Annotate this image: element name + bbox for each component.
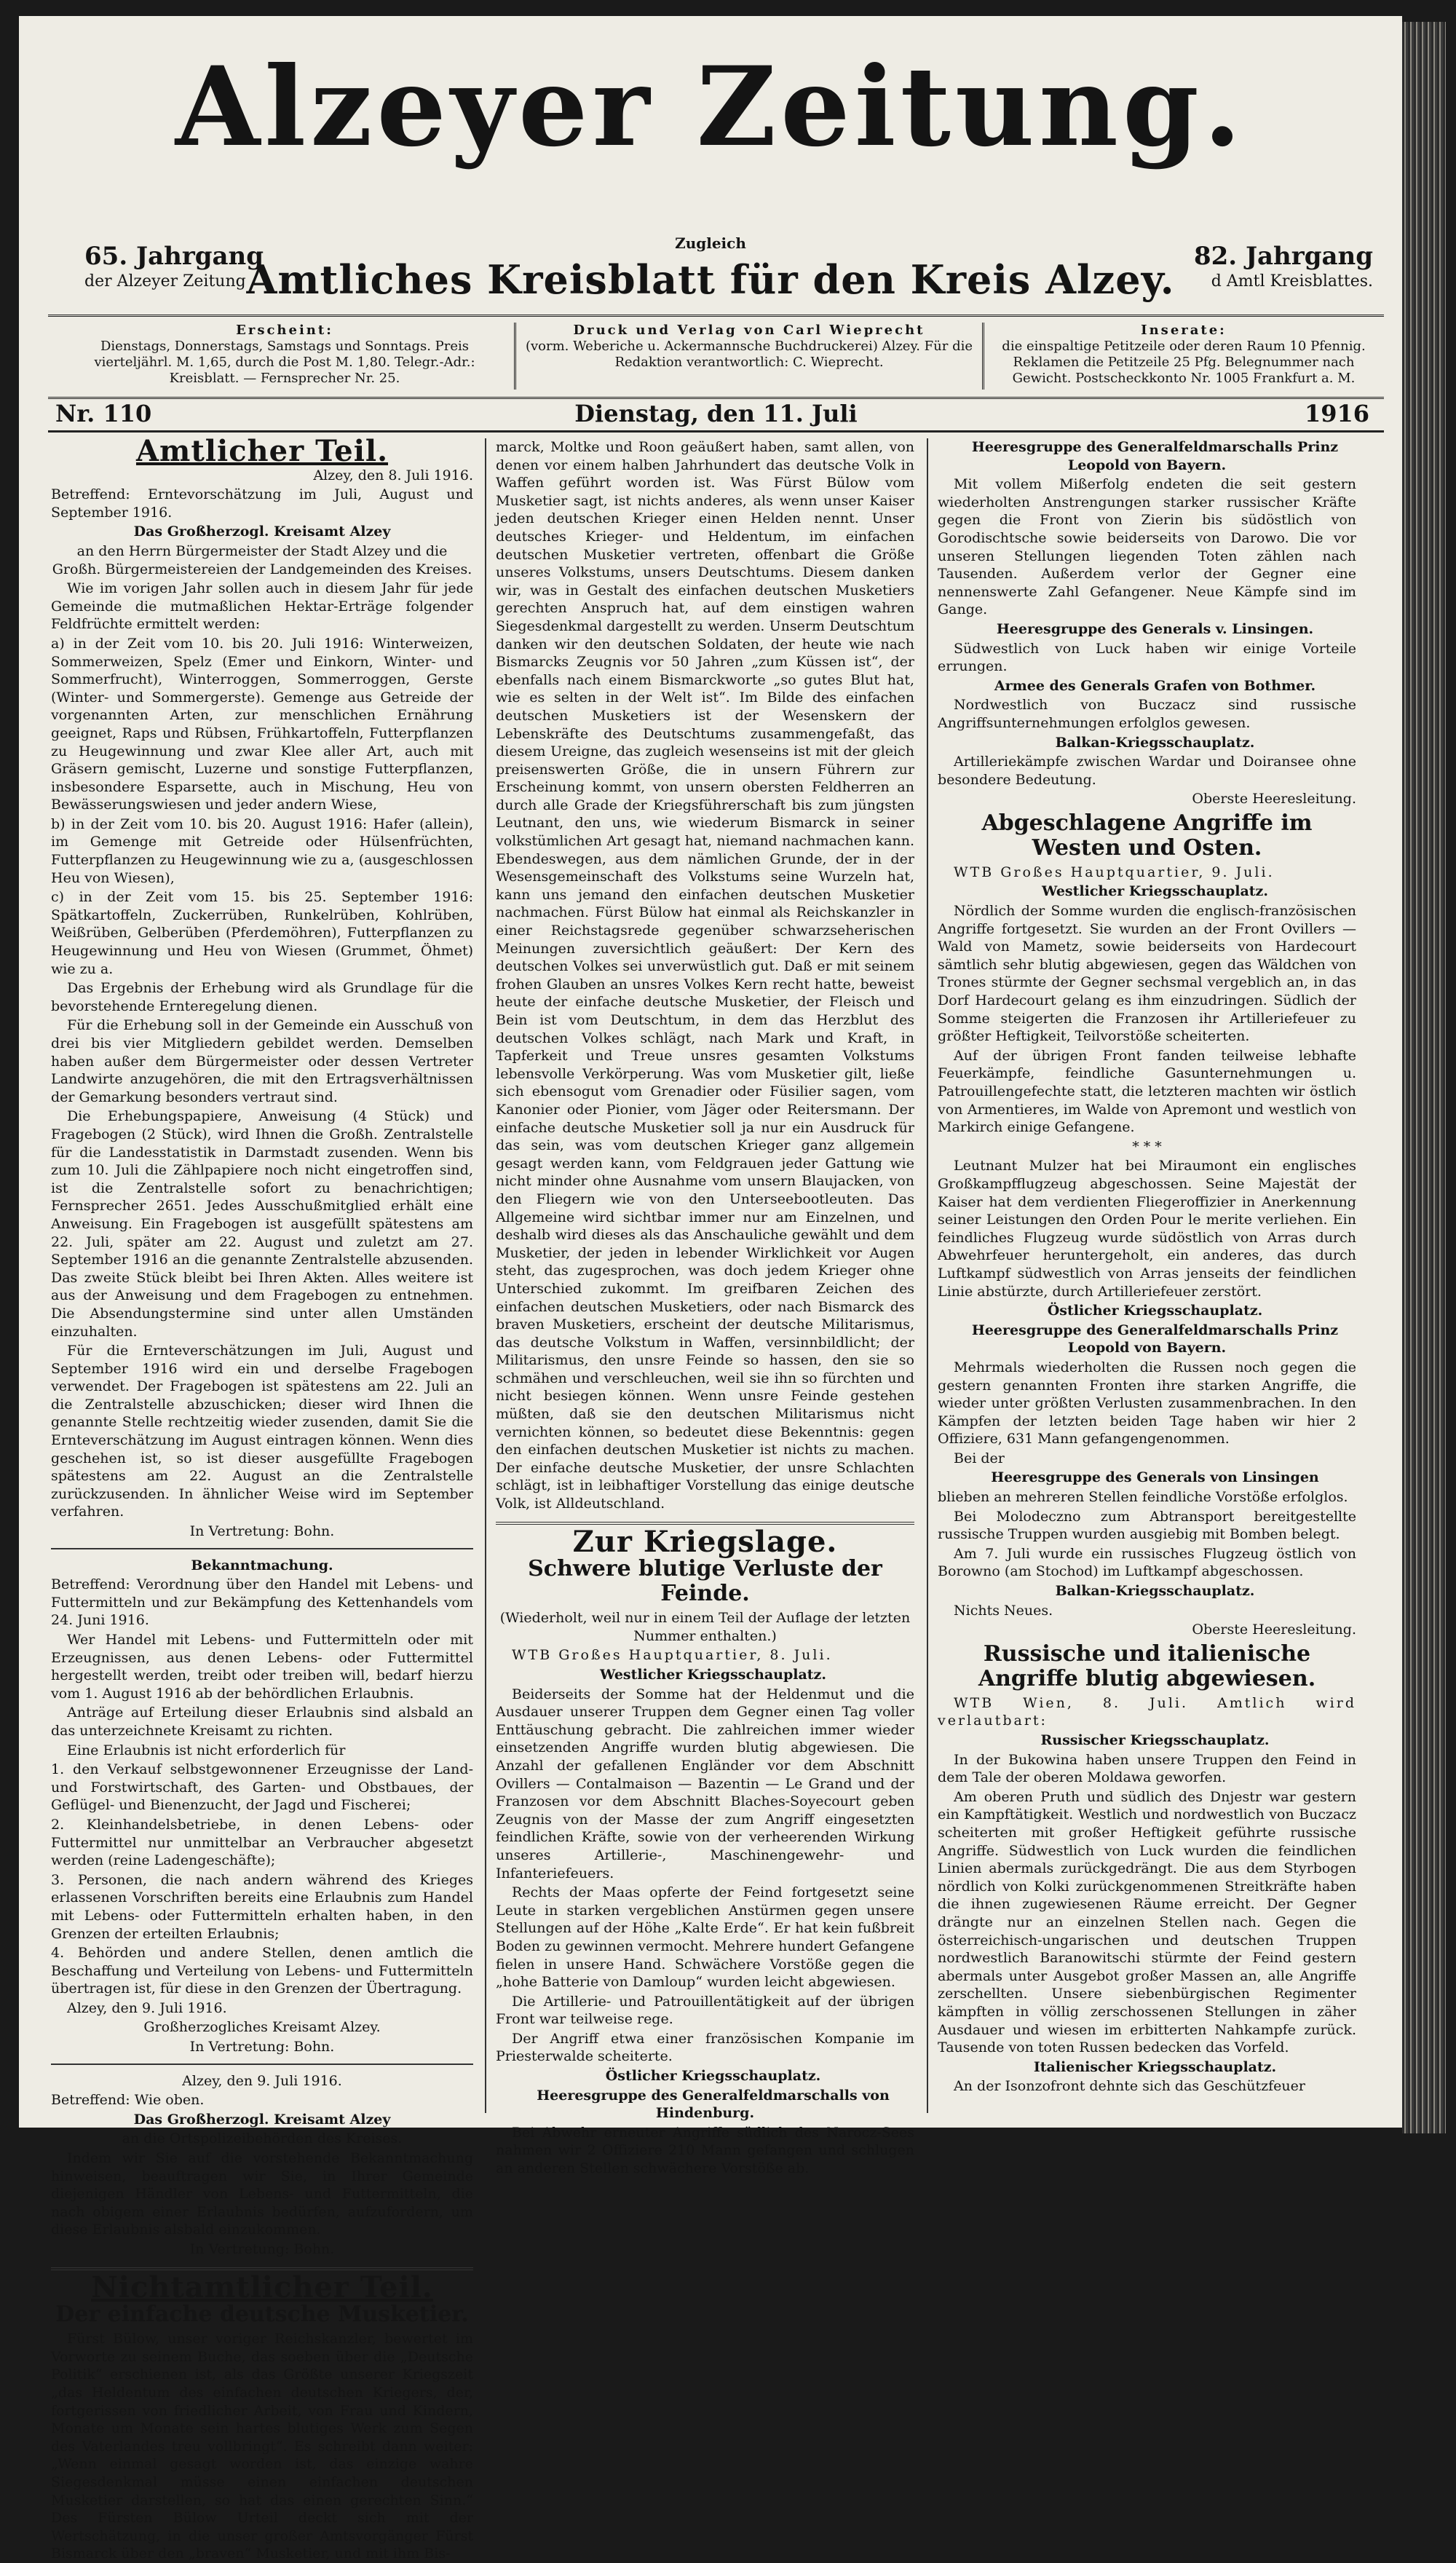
note: (Wiederholt, weil nur in einem Teil der Auflage der letzten Nummer enthalten.): [499, 1610, 911, 1644]
info-publication: [63, 323, 507, 387]
masthead-subtitle: Amtliches Kreisblatt für den Kreis Alzey.: [246, 256, 1175, 303]
paragraph: Bei der: [954, 1450, 1005, 1466]
right-year: [1194, 242, 1373, 293]
theater-heading: Balkan-Kriegsschauplatz.: [1055, 1583, 1255, 1600]
issue-year: 1916: [1304, 400, 1369, 427]
theater-heading: Östlicher Kriegsschauplatz.: [1047, 1303, 1263, 1319]
list-item: a) in der Zeit vom 10. bis 20. Juli 1916: Winterweizen, Sommerweizen, Spelz (Emer und Einkorn, Winter- und Sommerfrucht), Winterroggen, Sommerroggen, Gerste (Winter- und Sommergerste). Gemenge aus Getreide der vorgenannten Arten, zur menschlichen Ernährung geeignet, Raps und Rübsen, Frühkartoffeln, Futterpflanzen zu Heugewinnung und zwar Klee aller Art, auch mit Gräsern gemischt, Luzerne und sonstige Futterpflanzen, insbesondere Esparsette, auch in Mischung, Heu von Bewässerungswiesen und jeder andern Wiese,: [51, 635, 473, 813]
army-group-heading: Armee des Generals Grafen von Bothmer.: [994, 677, 1316, 694]
wire-dateline: WTB Wien, 8. Juli. Amtlich wird verlautbart:: [938, 1694, 1356, 1729]
paragraph: Eine Erlaubnis ist nicht erforderlich für: [67, 1742, 346, 1758]
separator: [51, 2064, 473, 2065]
paragraph: Die Erhebungspapiere, Anweisung (4 Stück) und Fragebogen (2 Stück), wird Ihnen die Großh. Zentralstelle für die Landesstatistik in Darmstadt zusenden. Wenn bis zum 10. Juli die Zählpapiere noch nicht eingetroffen sind, ist die Zentralstelle sofort zu benachrichtigen; Fernsprecher 2651. Jedes Ausschußmitglied erhält eine Anweisung. Ein Fragebogen ist ausgefüllt spätestens am 22. Juli, später am 22. August und zuletzt am 27. September 1916 an die genannte Zentralstelle abzusenden. Das zweite Stück bleibt bei Ihren Akten. Alles weitere ist aus der Anweisung und dem Fragebogen zu entnehmen. Die Absendungstermine sind unter allen Umständen einzuhalten.: [51, 1108, 473, 1340]
authority: Großherzogliches Kreisamt Alzey.: [143, 2019, 381, 2036]
signature: In Vertretung: Bohn.: [189, 2241, 335, 2257]
left-year-sub: der Alzeyer Zeitung: [84, 272, 246, 291]
paragraph: Beiderseits der Somme hat der Heldenmut und die Ausdauer unserer Truppen dem Gegner einen Tag voller Enttäuschung gebracht. Die zahlreichen immer wieder einsetzenden Angriffe wurden blutig abgewiesen. Die Anzahl der gefallenen Engländer vor dem Abschnitt Ovillers — Contalmaison — Bazentin — Le Grand und der Franzosen vor dem Abschnitt Blaches-Soyecourt geben Zeugnis von der Masse der zum Angriff eingesetzten feindlichen Kräfte, sowie von der verheerenden Wirkung unseres Artillerie-, Maschinengewehr- und Infanteriefeuers.: [496, 1686, 914, 1881]
signature: Oberste Heeresleitung.: [1192, 1622, 1356, 1638]
signature: In Vertretung: Bohn.: [189, 1523, 335, 1540]
paragraph: Nördlich der Somme wurden die englisch-französischen Angriffe fortgesetzt. Sie wurden an der Front Ovillers — Wald von Mametz, sowie beiderseits von Hardecourt sämtlich sehr blutig abgewiesen, gegen das Wäldchen von Trones stürmte der Gegner sechsmal vergeblich an, in das Dorf Hardecourt gelang es ihm einzudringen. Südlich der Somme steigerten die Franzosen ihr Artilleriefeuer zu größter Heftigkeit, Teilvorstöße scheiterten.: [938, 903, 1356, 1045]
paragraph: In der Bukowina haben unsere Truppen den Feind in dem Tale der oberen Moldawa geworfen.: [938, 1751, 1356, 1786]
paragraph: Für die Ernteverschätzungen im Juli, August und September 1916 wird ein und derselbe Fragebogen verwendet. Der Fragebogen ist spätestens am 22. Juli an die Zentralstelle abzuschicken; dieser wird Ihnen die genannte Stelle rechtzeitig wieder zusenden, damit Sie die Ernteverschätzung im August eintragen können. Wenn dies geschehen ist, so ist dieser ausgefüllte Fragebogen spätestens am 22. August an die Zentralstelle zurückzusenden. In ähnlicher Weise wird im September verfahren.: [51, 1343, 473, 1520]
info-bar: [48, 315, 1384, 399]
info-ads-text: die einspaltige Petitzeile oder deren Raum 10 Pfennig. Reklamen die Petitzeile 25 Pfg. Belegnummer nach Gewicht. Postscheckkonto Nr. 1005 Frankfurt a. M.: [1002, 339, 1366, 386]
paragraph: Wer Handel mit Lebens- und Futtermitteln oder mit Erzeugnissen, aus denen Lebens- oder Futtermittel hergestellt werden, treibt oder treiben will, bedarf hierzu vom 1. August 1916 ab der behördlichen Erlaubnis.: [51, 1632, 473, 1702]
authority: Das Großherzogl. Kreisamt Alzey: [133, 2111, 391, 2128]
dateline: [48, 398, 1384, 433]
paragraph: Bei Abwehr erneuter Angriffe südlich des Narocz-Sees nahmen wir 2 Offiziere 210 Mann gefangen und schlugen an anderen Stellen schwächere Vorstöße ab.: [496, 2124, 914, 2177]
theater-heading: Italienischer Kriegsschauplatz.: [1033, 2058, 1277, 2075]
section-heading-official: Amtlicher Teil.: [135, 434, 389, 468]
zugleich-label: Zugleich: [675, 234, 746, 252]
right-year-sub: d Amtl Kreisblattes.: [1211, 272, 1373, 291]
stars-divider: * * *: [1132, 1138, 1162, 1155]
paragraph: Auf der übrigen Front fanden teilweise lebhafte Feuerkämpfe, feindliche Gasunternehmungen u. Patrouillengefechte statt, die letzteren machten wir östlich von Armentieres, im Walde von Apremont und westlich von Markirch einige Gefangene.: [938, 1047, 1356, 1136]
separator: [51, 1548, 473, 1549]
info-publisher-title: Druck und Verlag von Carl Wieprecht: [573, 323, 925, 338]
article-heading: Russische und italienische Angriffe blutig abgewiesen.: [978, 1640, 1316, 1691]
page-stack-edge: [1402, 22, 1446, 2133]
notice-heading: Bekanntmachung.: [191, 1557, 333, 1573]
signature: In Vertretung: Bohn.: [189, 2039, 335, 2055]
column-rule: [485, 438, 486, 2113]
paragraph: Am 7. Juli wurde ein russisches Flugzeug östlich von Borowno (am Stochod) im Luftkampf abgeschossen.: [938, 1545, 1356, 1580]
theater-heading: Westlicher Kriegsschauplatz.: [600, 1667, 826, 1683]
theater-heading: Westlicher Kriegsschauplatz.: [1042, 883, 1268, 900]
paragraph: Nichts Neues.: [954, 1602, 1053, 1619]
info-publisher: [514, 323, 984, 390]
column-3: [938, 438, 1356, 2113]
paragraph: Indem wir Sie auf die vorstehende Bekanntmachung hinweisen, beauftragen wir Sie, in Ihrer Gemeinde diejenigen Händler von Lebens- und Futtermitteln, die nach obigem einer Erlaubnis bedürfen, aufzufordern, um diese Erlaubnis alsbald einzukommen.: [51, 2150, 473, 2238]
betreff: Betreffend: Verordnung über den Handel mit Lebens- und Futtermitteln und zur Bekämpfung des Kettenhandels vom 24. Juni 1916.: [51, 1576, 473, 1629]
paragraph: Der Angriff etwa einer französischen Kompanie im Priesterwalde scheiterte.: [496, 2030, 914, 2065]
dateline-text: Alzey, den 9. Juli 1916.: [182, 2072, 342, 2089]
paragraph: Nordwestlich von Buczacz sind russische Angriffsunternehmungen erfolglos gewesen.: [938, 697, 1356, 731]
army-group-heading: Heeresgruppe des Generals von Linsingen: [991, 1469, 1319, 1486]
list-item: 4. Behörden und andere Stellen, denen amtlich die Beschaffung und Verteilung von Lebens- und Futtermitteln übertragen ist, für diese in den Grenzen der Übertragung.: [51, 1945, 473, 1997]
paragraph: Anträge auf Erteilung dieser Erlaubnis sind alsbald an das unterzeichnete Kreisamt zu richten.: [51, 1705, 473, 1739]
theater-heading: Balkan-Kriegsschauplatz.: [1055, 734, 1255, 751]
article-heading: Abgeschlagene Angriffe im Westen und Osten.: [981, 810, 1313, 861]
paragraph: marck, Moltke und Roon geäußert haben, samt allen, von denen vor einem halben Jahrhundert das deutsche Volk in Waffen geführt worden ist. Was Fürst Bülow vom Musketier sagt, ist nichts anderes, als wenn unser Kaiser jeden deutschen Krieger einen Helden nennt. Unser deutsches Krieger- und Heldentum, im einfachen deutschen Musketier vertreten, offenbart die Größe unseres Volkstums, unsers Deutschtums. Diesem danken wir, was in Gestalt des einfachen deutschen Musketiers gerechten Anspruch hat, auf dem einstigen wahren Siegesdenkmal dargestellt zu werden. Unserm Deutschtum danken wir den deutschen Soldaten, der heute wie nach Bismarcks Zeugnis vor 50 Jahren „zum Küssen ist“, der ebenfalls nach einem Bismarckworte „so gutes Blut hat, wie es selten in der Welt ist“. Im Bilde des einfachen deutschen Musketiers ist der Wesenskern der Lebenskräfte des Deutschtums zusammengefaßt, das diesem Ureigne, das zugleich wesenseins ist mit der gleich preisenswerten Größe, die in unsern Führern zur Erscheinung kommt, von unsern obersten Feldherren an durch alle Grade der Kriegsführerschaft bis zum jüngsten Leutnant, den uns, wie wiederum Bismarck in seiner volkstümlichen Art gesagt hat, niemand nachmachen kann. Ebendeswegen, aus dem nämlichen Grunde, der in der Wesensgemeinschaft des Volkstums seine Wurzeln hat, kann uns jemand den einfachen deutschen Musketier nachmachen. Fürst Bülow hat einmal als Reichskanzler in einer Reichstagsrede gegenüber schwarzseherischen Meinungen zuversichtlich geäußert: Der Kern des deutschen Volkes sei unverwüstlich gut. Daß er mit seinem frohen Glauben an unsres Volkes Kern recht hatte, beweist heute der einfache deutsche Musketier, der Fleisch und Bein ist vom Deutschtum, in dem das Herzblut des deutschen Volkes schlägt, nach Mark und Kraft, in Tapferkeit und Treue unsres gesamten Volkstums lebensvolle Verkörperung. Was vom Musketier gilt, ließe sich ebensogut vom Grenadier oder Füsilier sagen, vom Kanonier oder Pionier, vom Jäger oder Reitersmann. Der einfache deutsche Musketier soll ja nur ein Ausdruck für das sein, was vom deutschen Krieger ganz allgemein gesagt werden kann, vom Feldgrauen jeder Gattung wie nicht minder ohne Ausnahme vom unsern Blaujacken, von den Fliegern wie von den Unterseebootleuten. Das Allgemeine wird sichtbar immer nur am Einzelnen, und deshalb wird dieses als das Anschauliche gewählt und dem Musketier, der jeden in lebender Wirklichkeit vor Augen steht, das zugesprochen, was doch jedem Krieger ohne Unterschied zukommt. Im greifbaren Zeichen des einfachen deutschen Musketiers, oder nach Bismarck des braven Musketiers, erscheint der deutsche Militarismus, das deutsche Volkstum in Waffen, versinnbildlicht; der Militarismus, den unsre Feinde so hassen, den sie so schmähen und verschleuchen, weil sie ihn so fürchten und nicht besiegen können. Wenn unsre Feinde gestehen müßten, daß sie den deutschen Militarismus nicht vernichten können, so bedeutet diese Bekenntnis: gegen den einfachen deutschen Musketier ist nichts zu machen. Der einfache deutsche Musketier, der unsre Schlachten schlägt, ist in leibhaftiger Vorstellung das einige deutsche Volk, ist Alldeutschland.: [496, 439, 914, 1512]
paragraph: Südwestlich von Luck haben wir einige Vorteile errungen.: [938, 640, 1356, 675]
paragraph: Die Artillerie- und Patrouillentätigkeit auf der übrigen Front war teilweise rege.: [496, 1993, 914, 2028]
paragraph: An der Isonzofront dehnte sich das Geschützfeuer: [954, 2078, 1305, 2095]
signature: Oberste Heeresleitung.: [1192, 791, 1356, 807]
paragraph: Mehrmals wiederholten die Russen noch gegen die gestern genannten Fronten ihre starken Angriffe, die wieder unter größten Verlusten zusammenbrachen. In den Kämpfen der letzten beiden Tage haben wir hier 2 Offiziere, 631 Mann gefangengenommen.: [938, 1359, 1356, 1448]
section-heading-unofficial: Nichtamtlicher Teil.: [91, 2270, 433, 2305]
list-item: 1. den Verkauf selbstgewonnener Erzeugnisse der Land- und Forstwirtschaft, des Garten- und Obstbaues, der Geflügel- und Bienenzucht, der Jagd und Fischerei;: [51, 1761, 473, 1814]
issue-date: Dienstag, den 11. Juli: [574, 400, 858, 427]
wire-dateline: WTB Großes Hauptquartier, 9. Juli.: [954, 864, 1275, 880]
article-title: Der einfache deutsche Musketier.: [55, 2302, 469, 2328]
wire-dateline: WTB Großes Hauptquartier, 8. Juli.: [512, 1647, 833, 1664]
column-rule: [927, 438, 928, 2113]
army-group-heading: Heeresgruppe des Generalfeldmarschalls von Hindenburg.: [537, 2087, 890, 2122]
paragraph: Für die Erhebung soll in der Gemeinde ein Ausschuß von drei bis vier Mitgliedern gebildet werden. Demselben haben außer dem Bürgermeister oder dessen Vertreter Landwirte anzugehören, die mit den Ertragsverhältnissen der Gemarkung besonders vertraut sind.: [51, 1017, 473, 1105]
paragraph: Das Ergebnis der Erhebung wird als Grundlage für die bevorstehende Ernteregelung dienen.: [51, 980, 473, 1014]
theater-heading: Östlicher Kriegsschauplatz.: [605, 2068, 821, 2085]
army-group-heading: Heeresgruppe des Generalfeldmarschalls Prinz Leopold von Bayern.: [971, 439, 1339, 473]
paragraph: Leutnant Mulzer hat bei Miraumont ein englisches Großkampfflugzeug abgeschossen. Seine Majestät der Kaiser hat dem verdienten Fliegeroffizier in Anerkennung seiner Leistungen den Orden Pour le merite verliehen. Ein feindliches Flugzeug wurde südöstlich von Arras durch Abwehrfeuer heruntergeholt, ein anderes, das durch Luftkampf südwestlich von Arras jenseits der feindlichen Linie abstürzte, durch Artilleriefeuer zerstört.: [938, 1158, 1356, 1300]
list-item: 3. Personen, die nach andern während des Krieges erlassenen Vorschriften bereits eine Erlaubnis zum Handel mit Lebens- oder Futtermitteln erhalten haben, in den Grenzen der erteilten Erlaubnis;: [51, 1871, 473, 1942]
paragraph: Bei Molodeczno zum Abtransport bereitgestellte russische Truppen wurden ausgiebig mit Bomben belegt.: [938, 1508, 1356, 1543]
info-ads: [987, 323, 1380, 387]
betreff: Betreffend: Erntevorschätzung im Juli, August und September 1916.: [51, 486, 473, 521]
info-publication-title: Erscheint:: [236, 323, 333, 338]
article-subheading: Schwere blutige Verluste der Feinde.: [528, 1556, 882, 1607]
left-year-label: 65. Jahrgang: [84, 242, 264, 271]
section-heading-war: Zur Kriegslage.: [572, 1524, 838, 1559]
betreff: Betreffend: Wie oben.: [51, 2092, 205, 2109]
army-group-heading: Heeresgruppe des Generalfeldmarschalls Prinz Leopold von Bayern.: [971, 1322, 1339, 1356]
info-publisher-text: (vorm. Weberiche u. Ackermannsche Buchdruckerei) Alzey. Für die Redaktion verantwortlich: C. Wieprecht.: [525, 339, 973, 370]
paragraph: blieben an mehreren Stellen feindliche Vorstöße erfolglos.: [938, 1489, 1348, 1506]
theater-heading: Russischer Kriegsschauplatz.: [1040, 1732, 1270, 1748]
paragraph: Artilleriekämpfe zwischen Wardar und Doiransee ohne besondere Bedeutung.: [938, 754, 1356, 788]
column-2: [496, 438, 914, 2177]
army-group-heading: Heeresgruppe des Generals v. Linsingen.: [996, 620, 1314, 637]
authority: Das Großherzogl. Kreisamt Alzey: [133, 524, 391, 540]
newspaper-page: [19, 16, 1402, 2562]
dateline-text: Alzey, den 8. Juli 1916.: [313, 467, 473, 483]
list-item: c) in der Zeit vom 15. bis 25. September 1916: Spätkartoffeln, Zuckerrüben, Runkelrüben, Kohlrüben, Weißrüben, Gelberüben (Pferdemöhren), Futterpflanzen zu Heugewinnung und Heu von Wiesen (Grummet, Öhmet) wie zu a.: [51, 889, 473, 977]
addressee: an die Ortspolizeibehörden des Kreises.: [122, 2130, 403, 2147]
dateline-text: Alzey, den 9. Juli 1916.: [67, 1999, 227, 2016]
paragraph: Wie im vorigen Jahr sollen auch in diesem Jahr für jede Gemeinde die mutmaßlichen Hektar-Erträge folgender Feldfrüchte ermittelt werden:: [51, 580, 473, 633]
info-ads-title: Inserate:: [1141, 323, 1227, 338]
issue-number: Nr. 110: [55, 400, 152, 427]
separator: [51, 2267, 473, 2270]
paragraph: Fürst Bülow, unser voriger Reichskanzler, bewertet im Vorworte zu seinem Buche, das soeben über die „Deutsche Politik“ erschienen ist, als das Größte unserer Kriegszeit „das Heldentum des einfachen deutschen Kriegers, der, fortgerissen von friedlicher Arbeit, von Frau und Kindern, Monate um Monate sein hartes blutiges Werk zum Segen des Vaterlandes treu vollbringt“. Es schreibt dann weiter: „Wenn einmal gesagt worden ist, das einzige wahre Siegesdenkmal müsse einen einfachen deutschen Musketier darstellen, so hat das einen gerechten Sinn.“ Des Fürsten Bülow Urteil deckt sich mit der Wertschätzung, in die unser großer Amtsvorgänger Fürst Bismarck über den „braven“ Musketier, und mit ihm Bis-: [51, 2331, 473, 2562]
paragraph: Rechts der Maas opferte der Feind fortgesetzt seine Leute in starken vergeblichen Anstürmen gegen unsere Stellungen auf der Höhe „Kalte Erde“. Er hat kein fußbreit Boden zu gewinnen vermocht. Mehrere hundert Gefangene fielen in unsere Hand. Schwächere Vorstöße gegen die „hohe Batterie von Damloup“ wurden leicht abgewiesen.: [496, 1884, 914, 1991]
paragraph: Mit vollem Mißerfolg endeten die seit gestern wiederholten Anstrengungen starker russischer Kräfte gegen die Front von Zierin bis südöstlich von Gorodischtsche sowie beiderseits von Darowo. Die vor unseren Stellungen liegenden Toten zählen nach Tausenden. Außerdem verlor der Gegner eine nennenswerte Zahl Gefangener. Neue Kämpfe sind im Gange.: [938, 476, 1356, 618]
column-1: [51, 434, 473, 2562]
addressee: an den Herrn Bürgermeister der Stadt Alzey und die Großh. Bürgermeistereien der Landgemeinden des Kreises.: [52, 542, 472, 577]
list-item: b) in der Zeit vom 10. bis 20. August 1916: Hafer (allein), im Gemenge mit Getreide oder Hülsenfrüchten, Futterpflanzen zu Heugewinnung wie zu a, (ausgeschlossen Heu von Wiesen),: [51, 816, 473, 886]
paragraph: Am oberen Pruth und südlich des Dnjestr war gestern ein Kampftätigkeit. Westlich und nordwestlich von Buczacz scheiterten mit großer Heftigkeit geführte russische Angriffe. Südwestlich von Luck wurden die feindlichen Linien abermals zurückgedrängt. Die aus dem Styrbogen nördlich von Kolki zurückgenommenen Streitkräfte haben die ihnen zugewiesenen Räume erreicht. Der Gegner drängte nur an einzelnen Stellen nach. Gegen die österreichisch-ungarischen und deutschen Truppen nordwestlich Baranowitschi stürmte der Feind gestern abermals unter Ausgebot großer Massen an, alle Angriffe zerschellten. Unsere siebenbürgischen Regimenter kämpften in völlig zerschossenen Stellungen in zäher Ausdauer und wiesen im erbitterten Nahkampfe zurück. Tausende von toten Russen bedecken das Vorfeld.: [938, 1788, 1356, 2056]
info-publication-text: Dienstags, Donnerstags, Samstags und Sonntags. Preis vierteljährl. M. 1,65, durch die Post M. 1,80. Telegr.-Adr.: Kreisblatt. — Fernsprecher Nr. 25.: [94, 339, 475, 386]
right-year-label: 82. Jahrgang: [1193, 242, 1373, 271]
masthead-title: Alzeyer Zeitung.: [175, 43, 1246, 171]
list-item: 2. Kleinhandelsbetriebe, in denen Lebens- oder Futtermittel nur unmittelbar an Verbraucher abgesetzt werden (reine Ladengeschäfte);: [51, 1816, 473, 1869]
